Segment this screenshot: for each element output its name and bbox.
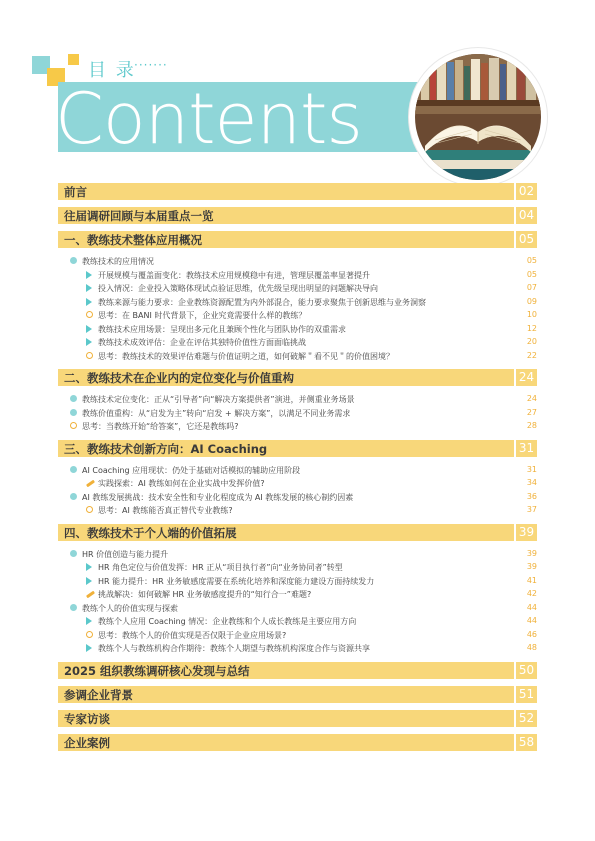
triangle-arrow-icon bbox=[86, 338, 92, 346]
toc-section-heading[interactable] bbox=[58, 524, 537, 541]
bullet-dot-icon bbox=[70, 550, 77, 557]
toc-entry-title: 教练价值重构：从“启发为主”转向“启发 + 解决方案”，以满足不同业务需求 bbox=[82, 408, 351, 418]
toc-entry-page: 42 bbox=[526, 589, 537, 598]
toc-entry-title: 教练技术成效评估：企业在评估其独特价值性方面面临挑战 bbox=[98, 338, 306, 347]
toc-section-page: 50 bbox=[514, 662, 537, 679]
toc-entry-page: 10 bbox=[526, 310, 537, 319]
triangle-arrow-icon bbox=[86, 325, 92, 333]
toc-section-title: 2025 组织教练调研核心发现与总结 bbox=[64, 663, 250, 678]
triangle-arrow-icon bbox=[86, 271, 92, 279]
thinking-bubble-icon bbox=[86, 631, 93, 638]
toc-entry-page: 44 bbox=[526, 616, 537, 625]
toc-section-page: 05 bbox=[514, 231, 537, 248]
triangle-arrow-icon bbox=[86, 644, 92, 652]
toc-entry-page: 48 bbox=[526, 643, 537, 652]
toc-section-heading[interactable] bbox=[58, 231, 537, 248]
pencil-icon bbox=[86, 591, 95, 599]
toc-entry-title: 实践探索：AI 教练如何在企业实战中发挥价值? bbox=[98, 479, 265, 488]
triangle-arrow-icon bbox=[86, 577, 92, 585]
toc-section-title: 参调企业背景 bbox=[64, 687, 133, 702]
toc-entry-page: 34 bbox=[526, 478, 537, 487]
triangle-arrow-icon bbox=[86, 284, 92, 292]
toc-section-title: 二、教练技术在企业内的定位变化与价值重构 bbox=[64, 371, 294, 385]
toc-entry-page: 28 bbox=[526, 421, 537, 430]
toc-section-heading[interactable] bbox=[58, 183, 537, 200]
toc-entry[interactable] bbox=[58, 255, 537, 269]
toc-entry[interactable] bbox=[58, 602, 537, 616]
toc-entry[interactable] bbox=[58, 420, 537, 434]
toc-section-page: 58 bbox=[514, 734, 537, 751]
toc-entry-page: 39 bbox=[526, 562, 537, 571]
toc-entry[interactable] bbox=[58, 615, 537, 629]
toc-section-heading[interactable] bbox=[58, 440, 537, 457]
toc-entry-title: HR 能力提升：HR 业务敏感度需要在系统化培养和深度能力建设方面持续发力 bbox=[98, 576, 375, 586]
toc-section-heading[interactable] bbox=[58, 710, 537, 727]
bullet-dot-icon bbox=[70, 409, 77, 416]
toc-section-title: 一、教练技术整体应用概况 bbox=[64, 233, 202, 247]
toc-section-title: 前言 bbox=[64, 185, 87, 199]
bullet-dot-icon bbox=[70, 257, 77, 264]
toc-section-title: 往届调研回顾与本届重点一览 bbox=[64, 209, 214, 223]
toc-entry-title: 教练技术的应用情况 bbox=[82, 257, 154, 266]
toc-entry-title: 挑战解决：如何破解 HR 业务敏感度提升的“知行合一”难题? bbox=[98, 590, 312, 599]
toc-entry-title: HR 价值创造与能力提升 bbox=[82, 549, 169, 559]
toc-entry-page: 27 bbox=[526, 407, 537, 417]
toc-entry[interactable] bbox=[58, 407, 537, 421]
toc-entry-title: 思考：教练技术的效果评估难题与价值证明之道，如何破解＂看不见＂的价值困境？ bbox=[98, 351, 394, 361]
toc-entry[interactable] bbox=[58, 309, 537, 323]
pencil-icon bbox=[86, 480, 95, 488]
toc-entry-page: 37 bbox=[526, 505, 537, 514]
thinking-bubble-icon bbox=[86, 311, 93, 318]
toc-entry-title: 教练来源与能力要求：企业教练资源配置为内外部混合，能力要求聚焦于创新思维与业务洞察 bbox=[98, 297, 426, 307]
thinking-bubble-icon bbox=[70, 422, 77, 429]
toc-section-heading[interactable] bbox=[58, 734, 537, 751]
toc-entry[interactable] bbox=[58, 296, 537, 310]
section-label: 目 录 bbox=[88, 60, 136, 81]
toc-entry-title: 思考：AI 教练能否真正替代专业教练? bbox=[98, 506, 233, 515]
toc-entry[interactable] bbox=[58, 561, 537, 575]
toc-entry-page: 31 bbox=[526, 464, 537, 474]
toc-section-heading[interactable] bbox=[58, 662, 537, 679]
toc-entry-page: 22 bbox=[526, 350, 537, 360]
toc-entry[interactable] bbox=[58, 491, 537, 505]
toc-entry[interactable] bbox=[58, 393, 537, 407]
toc-entry[interactable] bbox=[58, 269, 537, 283]
toc-entry-page: 24 bbox=[526, 394, 537, 403]
toc-section-heading[interactable] bbox=[58, 207, 537, 224]
toc-entry-page: 20 bbox=[526, 337, 537, 346]
toc-entry-page: 05 bbox=[526, 256, 537, 265]
toc-entry[interactable] bbox=[58, 477, 537, 491]
toc-entry-title: 投入情况：企业投入策略体现试点验证思维，优先级呈现出明显的问题解决导向 bbox=[98, 284, 378, 293]
toc-entry[interactable] bbox=[58, 350, 537, 364]
page-title: Contents bbox=[55, 78, 362, 160]
toc-section-title: 专家访谈 bbox=[64, 711, 110, 726]
bullet-dot-icon bbox=[70, 466, 77, 473]
toc-entry[interactable] bbox=[58, 575, 537, 589]
toc-entry[interactable] bbox=[58, 464, 537, 478]
toc-entry[interactable] bbox=[58, 504, 537, 518]
toc-entry-title: 教练技术应用场景：呈现出多元化且兼顾个性化与团队协作的双重需求 bbox=[98, 324, 346, 334]
table-of-contents bbox=[58, 183, 537, 758]
toc-entry-page: 36 bbox=[526, 491, 537, 501]
toc-entry-page: 12 bbox=[526, 323, 537, 333]
triangle-arrow-icon bbox=[86, 563, 92, 571]
triangle-arrow-icon bbox=[86, 617, 92, 625]
toc-section-page: 51 bbox=[514, 686, 537, 703]
section-label-dots: ······· bbox=[134, 58, 168, 72]
toc-section-page: 31 bbox=[514, 440, 537, 457]
toc-entry-title: 教练个人应用 Coaching 情况：企业教练和个人成长教练是主要应用方向 bbox=[98, 617, 357, 626]
toc-entry-page: 09 bbox=[526, 296, 537, 306]
bullet-dot-icon bbox=[70, 493, 77, 500]
toc-entry-title: 开展规模与覆盖面变化：教练技术应用规模稳中有进，管理层覆盖率显著提升 bbox=[98, 270, 370, 280]
toc-entry-page: 07 bbox=[526, 283, 537, 292]
toc-entry-title: HR 角色定位与价值发挥：HR 正从“项目执行者”向“业务协同者”转型 bbox=[98, 563, 343, 572]
thinking-bubble-icon bbox=[86, 506, 93, 513]
bullet-dot-icon bbox=[70, 395, 77, 402]
toc-section-title: 四、教练技术于个人端的价值拓展 bbox=[64, 525, 237, 540]
toc-entry-title: 教练个人的价值实现与探索 bbox=[82, 603, 178, 613]
bullet-dot-icon bbox=[70, 604, 77, 611]
toc-section-page: 39 bbox=[514, 524, 537, 541]
toc-entry[interactable] bbox=[58, 336, 537, 350]
toc-entry-page: 39 bbox=[526, 548, 537, 558]
toc-entry-title: 思考：在 BANI 时代背景下，企业究竟需要什么样的教练？ bbox=[98, 311, 307, 320]
toc-entry[interactable] bbox=[58, 323, 537, 337]
toc-section-page: 04 bbox=[514, 207, 537, 224]
toc-entry[interactable] bbox=[58, 282, 537, 296]
toc-section-heading[interactable] bbox=[58, 369, 537, 386]
toc-section-heading[interactable] bbox=[58, 686, 537, 703]
toc-entry[interactable] bbox=[58, 642, 537, 656]
toc-entry-page: 46 bbox=[526, 629, 537, 639]
toc-entry-title: AI Coaching 应用现状：仍处于基础对话模拟的辅助应用阶段 bbox=[82, 465, 301, 475]
toc-entry-title: 教练技术定位变化：正从“引导者”向“解决方案提供者”演进，并侧重业务场景 bbox=[82, 395, 355, 404]
thinking-bubble-icon bbox=[86, 352, 93, 359]
decor-square-small bbox=[68, 54, 79, 65]
toc-entry-title: 思考：当教练开始“给答案”，它还是教练吗? bbox=[82, 422, 239, 431]
toc-section-page: 24 bbox=[514, 369, 537, 386]
toc-entry[interactable] bbox=[58, 588, 537, 602]
toc-entry[interactable] bbox=[58, 629, 537, 643]
toc-section-title: 三、教练技术创新方向：AI Coaching bbox=[64, 441, 268, 456]
toc-entry-page: 44 bbox=[526, 602, 537, 612]
toc-entry-title: 教练个人与教练机构合作期待：教练个人期望与教练机构深度合作与资源共享 bbox=[98, 644, 370, 653]
toc-section-page: 02 bbox=[514, 183, 537, 200]
toc-section-page: 52 bbox=[514, 710, 537, 727]
toc-entry-title: AI 教练发展挑战：技术安全性和专业化程度成为 AI 教练发展的核心制约因素 bbox=[82, 492, 354, 502]
toc-entry-page: 05 bbox=[526, 269, 537, 279]
toc-entry-page: 41 bbox=[526, 575, 537, 585]
toc-entry-title: 思考：教练个人的价值实现是否仅限于企业应用场景? bbox=[98, 630, 287, 640]
book-image bbox=[415, 54, 541, 180]
triangle-arrow-icon bbox=[86, 298, 92, 306]
toc-entry[interactable] bbox=[58, 548, 537, 562]
toc-section-title: 企业案例 bbox=[64, 735, 110, 750]
